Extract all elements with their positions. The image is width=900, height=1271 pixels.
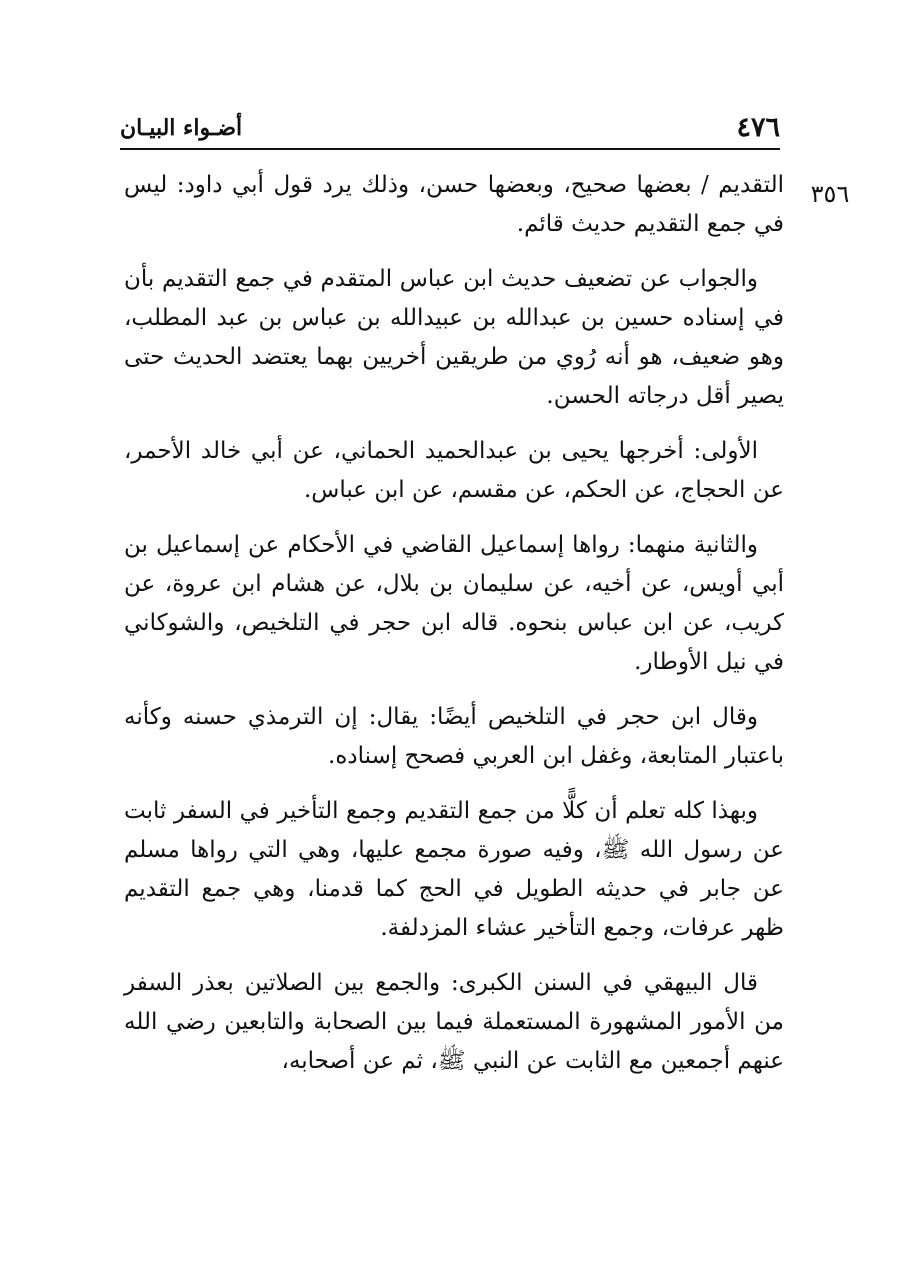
paragraph: وبهذا كله تعلم أن كلًّا من جمع التقديم وجمع التأخير في السفر ثابت عن رسول الله ﷺ، وفيه صورة مجمع عليها، وهي التي رواها مسلم عن جابر في حديثه الطويل في الحج كما قدمنا، وهي جمع التقديم ظهر عرفات، وجمع التأخير عشاء المزدلفة.: [124, 798, 784, 941]
paragraph: والجواب عن تضعيف حديث ابن عباس المتقدم في جمع التقديم بأن في إسناده حسين بن عبدالله بن عبيدالله بن عباس بن عبد المطلب، وهو ضعيف، هو أنه رُوي من طريقين أخريين بهما يعتضد الحديث حتى يصير أقل درجاته الحسن.: [124, 266, 784, 409]
paragraph: التقديم / بعضها صحيح، وبعضها حسن، وذلك يرد قول أبي داود: ليس في جمع التقديم حديث قائم.: [124, 172, 784, 237]
paragraph: وقال ابن حجر في التلخيص أيضًا: يقال: إن الترمذي حسنه وكأنه باعتبار المتابعة، وغفل ابن العربي فصحح إسناده.: [124, 704, 784, 769]
paragraph: والثانية منهما: رواها إسماعيل القاضي في الأحكام عن إسماعيل بن أبي أويس، عن أخيه، عن سليمان بن بلال، عن هشام ابن عروة، عن كريب، عن ابن عباس بنحوه. قاله ابن حجر في التلخيص، والشوكاني في نيل الأوطار.: [124, 532, 784, 675]
paragraph: قال البيهقي في السنن الكبرى: والجمع بين الصلاتين بعذر السفر من الأمور المشهورة المستعملة فيما بين الصحابة والتابعين رضي الله عنهم أجمعين مع الثابت عن النبي ﷺ، ثم عن أصحابه،: [124, 970, 784, 1074]
running-title: أضـواء البيـان: [120, 115, 243, 141]
page-number: ٤٧٦: [736, 112, 780, 143]
page-header: [120, 108, 780, 148]
header-rule: [120, 148, 780, 150]
margin-page-reference: ٣٥٦: [810, 180, 850, 208]
paragraph: الأولى: أخرجها يحيى بن عبدالحميد الحماني، عن أبي خالد الأحمر، عن الحجاج، عن الحكم، عن مقسم، عن ابن عباس.: [124, 438, 784, 503]
main-text: [124, 166, 784, 1097]
